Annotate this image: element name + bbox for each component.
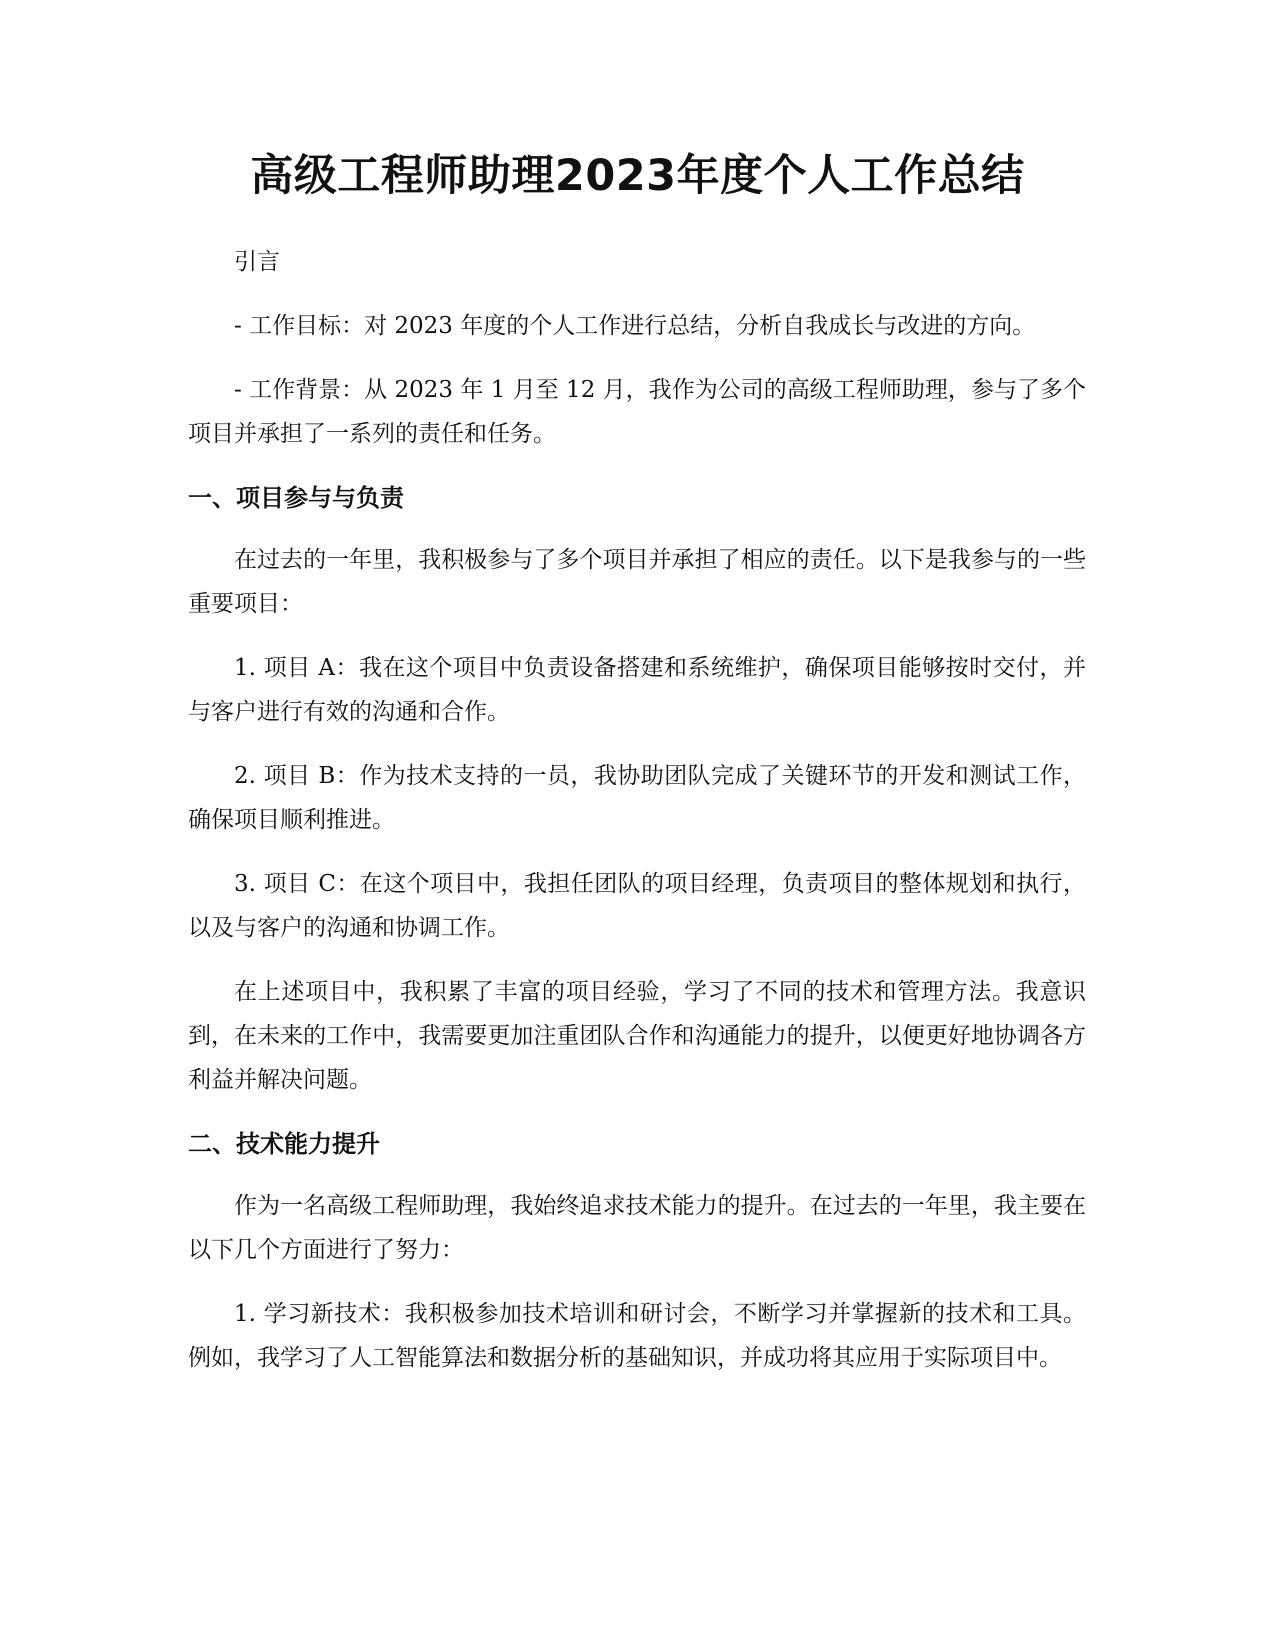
section-2-heading: 二、技术能力提升 (188, 1130, 380, 1158)
section-1-item: 1. 项目 A：我在这个项目中负责设备搭建和系统维护，确保项目能够按时交付，并与客户进行有效的沟通和合作。 (188, 655, 1086, 725)
section-2-lead: 作为一名高级工程师助理，我始终追求技术能力的提升。在过去的一年里，我主要在以下几个方面进行了努力： (188, 1193, 1086, 1263)
section-2-item: 1. 学习新技术：我积极参加技术培训和研讨会，不断学习并掌握新的技术和工具。例如，我学习了人工智能算法和数据分析的基础知识，并成功将其应用于实际项目中。 (188, 1301, 1086, 1371)
section-1-item: 2. 项目 B：作为技术支持的一员，我协助团队完成了关键环节的开发和测试工作，确保项目顺利推进。 (188, 763, 1086, 833)
document-title: 高级工程师助理2023年度个人工作总结 (250, 151, 1025, 201)
document-body (188, 240, 1086, 1400)
intro-goal: - 工作目标：对 2023 年度的个人工作进行总结，分析自我成长与改进的方向。 (234, 313, 1036, 339)
section-1-item: 3. 项目 C：在这个项目中，我担任团队的项目经理，负责项目的整体规划和执行，以及与客户的沟通和协调工作。 (188, 871, 1086, 941)
intro-label: 引言 (234, 249, 280, 275)
section-1-lead: 在过去的一年里，我积极参与了多个项目并承担了相应的责任。以下是我参与的一些重要项目： (188, 547, 1086, 617)
section-1-summary: 在上述项目中，我积累了丰富的项目经验，学习了不同的技术和管理方法。我意识到，在未来的工作中，我需要更加注重团队合作和沟通能力的提升，以便更好地协调各方利益并解决问题。 (188, 979, 1086, 1093)
intro-background: - 工作背景：从 2023 年 1 月至 12 月，我作为公司的高级工程师助理，参与了多个项目并承担了一系列的责任和任务。 (188, 377, 1086, 447)
section-1-heading: 一、项目参与与负责 (188, 484, 404, 512)
